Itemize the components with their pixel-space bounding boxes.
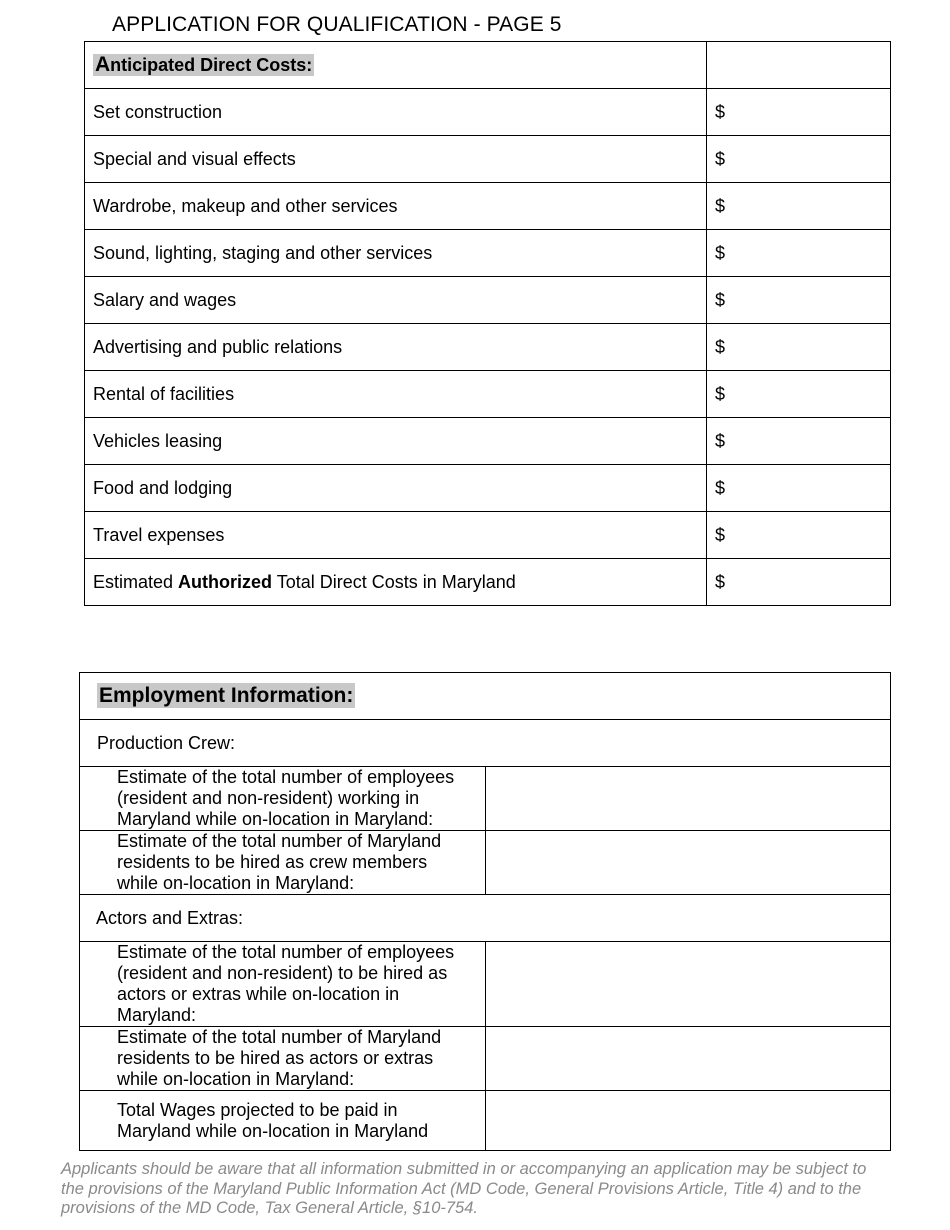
production-crew-label: Production Crew: [80,720,891,767]
total-wages-field[interactable] [485,1091,891,1151]
cost-label: Special and visual effects [85,136,707,183]
cost-row-wardrobe [85,183,891,230]
actors-md-residents-field[interactable] [485,1027,891,1091]
cost-row-total [85,559,891,606]
cost-row-rental [85,371,891,418]
costs-heading: Anticipated Direct Costs: [95,53,313,76]
cost-label: Rental of facilities [85,371,707,418]
actors-question-row [80,1027,891,1091]
cost-row-travel [85,512,891,559]
cost-row-advertising [85,324,891,371]
cost-amount-field[interactable]: $ [707,183,891,230]
question-text: Estimate of the total number of Maryland residents to be hired as crew members while on-location in Maryland: [80,831,486,895]
cost-label: Vehicles leasing [85,418,707,465]
cost-amount-field[interactable]: $ [707,136,891,183]
cost-label: Wardrobe, makeup and other services [85,183,707,230]
question-text: Total Wages projected to be paid in Maryland while on-location in Maryland [80,1091,486,1151]
actors-question-row [80,942,891,1027]
cost-label: Advertising and public relations [85,324,707,371]
cost-amount-field[interactable]: $ [707,324,891,371]
costs-heading-cell [85,42,707,89]
cost-amount-field[interactable]: $ [707,465,891,512]
total-cost-label: Estimated Authorized Total Direct Costs in Maryland [85,559,707,606]
crew-question-row [80,767,891,831]
cost-amount-field[interactable]: $ [707,512,891,559]
cost-label: Sound, lighting, staging and other services [85,230,707,277]
employment-heading-cell [80,673,891,720]
direct-costs-table [84,41,891,606]
cost-label: Salary and wages [85,277,707,324]
employment-heading: Employment Information: [99,684,354,707]
total-cost-field[interactable]: $ [707,559,891,606]
question-text: Estimate of the total number of Maryland residents to be hired as actors or extras while on-location in Maryland: [80,1027,486,1091]
cost-label: Set construction [85,89,707,136]
cost-row-special-effects [85,136,891,183]
wages-question-row [80,1091,891,1151]
cost-label: Travel expenses [85,512,707,559]
cost-row-food-lodging [85,465,891,512]
crew-total-employees-field[interactable] [485,767,891,831]
public-information-notice: Applicants should be aware that all information submitted in or accompanying an application may be subject to the provisions of the Maryland Public Information Act (MD Code, General Provisions Article, Title 4) and to the provisions of the MD Code, Tax General Article, §10-754. [61,1160,867,1217]
question-text: Estimate of the total number of employees (resident and non-resident) working in Maryland while on-location in Maryland: [80,767,486,831]
cost-label: Food and lodging [85,465,707,512]
page-title: APPLICATION FOR QUALIFICATION - PAGE 5 [112,13,562,36]
crew-md-residents-field[interactable] [485,831,891,895]
cost-row-set-construction [85,89,891,136]
cost-amount-field[interactable]: $ [707,371,891,418]
question-text: Estimate of the total number of employees (resident and non-resident) to be hired as actors or extras while on-location in Maryland: [80,942,486,1027]
cost-amount-field[interactable]: $ [707,277,891,324]
cost-amount-field[interactable]: $ [707,230,891,277]
actors-extras-label: Actors and Extras: [80,895,891,942]
employment-table [79,672,891,1151]
cost-amount-field[interactable]: $ [707,418,891,465]
crew-question-row [80,831,891,895]
cost-row-salary [85,277,891,324]
cost-row-sound-lighting [85,230,891,277]
cost-amount-field[interactable]: $ [707,89,891,136]
actors-total-employees-field[interactable] [485,942,891,1027]
cost-row-vehicles [85,418,891,465]
costs-heading-blank [707,42,891,89]
